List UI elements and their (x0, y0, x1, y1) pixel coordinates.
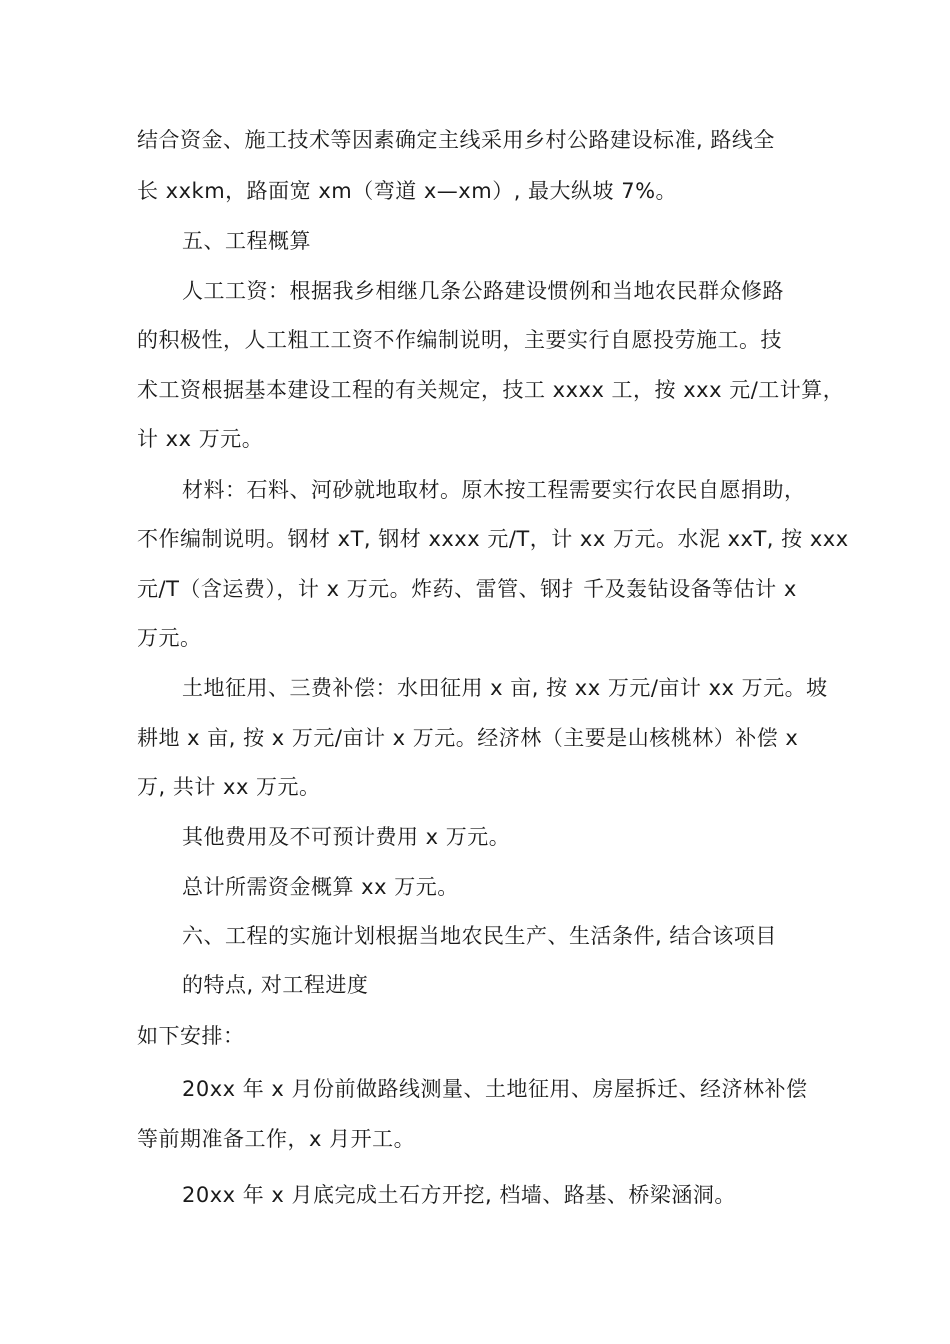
text-line-21: 等前期准备工作，x 月开工。 (137, 1127, 416, 1151)
text-line-13: 耕地 x 亩, 按 x 万元/亩计 x 万元。经济林（主要是山核桃林）补偿 x (137, 726, 799, 750)
text-line-10: 元/T（含运费），计 x 万元。炸药、雷管、钢扌千及轰钻设备等估计 x (137, 577, 797, 601)
text-line-11: 万元。 (137, 626, 202, 650)
text-line-20: 20xx 年 x 月份前做路线测量、土地征用、房屋拆迁、经济林补偿 (182, 1077, 808, 1101)
text-line-19: 如下安排： (137, 1024, 245, 1048)
text-line-1: 结合资金、施工技术等因素确定主线采用乡村公路建设标准, 路线全 (137, 128, 775, 152)
text-line-22: 20xx 年 x 月底完成土石方开挖, 档墙、路基、桥梁涵洞。 (182, 1183, 736, 1207)
text-line-6: 术工资根据基本建设工程的有关规定，技工 xxxx 工，按 xxx 元/工计算， (137, 378, 845, 402)
text-line-12: 土地征用、三费补偿：水田征用 x 亩, 按 xx 万元/亩计 xx 万元。坡 (182, 676, 828, 700)
text-line-2: 长 xxkm，路面宽 xm（弯道 x—xm）, 最大纵坡 7%。 (137, 179, 678, 203)
section-heading-5: 五、工程概算 (182, 229, 311, 253)
text-line-7: 计 xx 万元。 (137, 427, 264, 451)
text-line-5: 的积极性，人工粗工工资不作编制说明，主要实行自愿投劳施工。技 (137, 328, 782, 352)
text-line-9: 不作编制说明。钢材 xT, 钢材 xxxx 元/T，计 xx 万元。水泥 xxT, 按 xxx (137, 527, 849, 551)
section-heading-6: 六、工程的实施计划根据当地农民生产、生活条件, 结合该项目 (182, 924, 777, 948)
text-line-14: 万, 共计 xx 万元。 (137, 775, 321, 799)
text-line-4: 人工工资：根据我乡相继几条公路建设惯例和当地农民群众修路 (182, 279, 784, 303)
text-line-18: 的特点, 对工程进度 (182, 973, 369, 997)
text-line-8: 材料：石料、河砂就地取材。原木按工程需要实行农民自愿捐助， (182, 478, 806, 502)
text-line-16: 总计所需资金概算 xx 万元。 (182, 875, 459, 899)
text-line-15: 其他费用及不可预计费用 x 万元。 (182, 825, 511, 849)
